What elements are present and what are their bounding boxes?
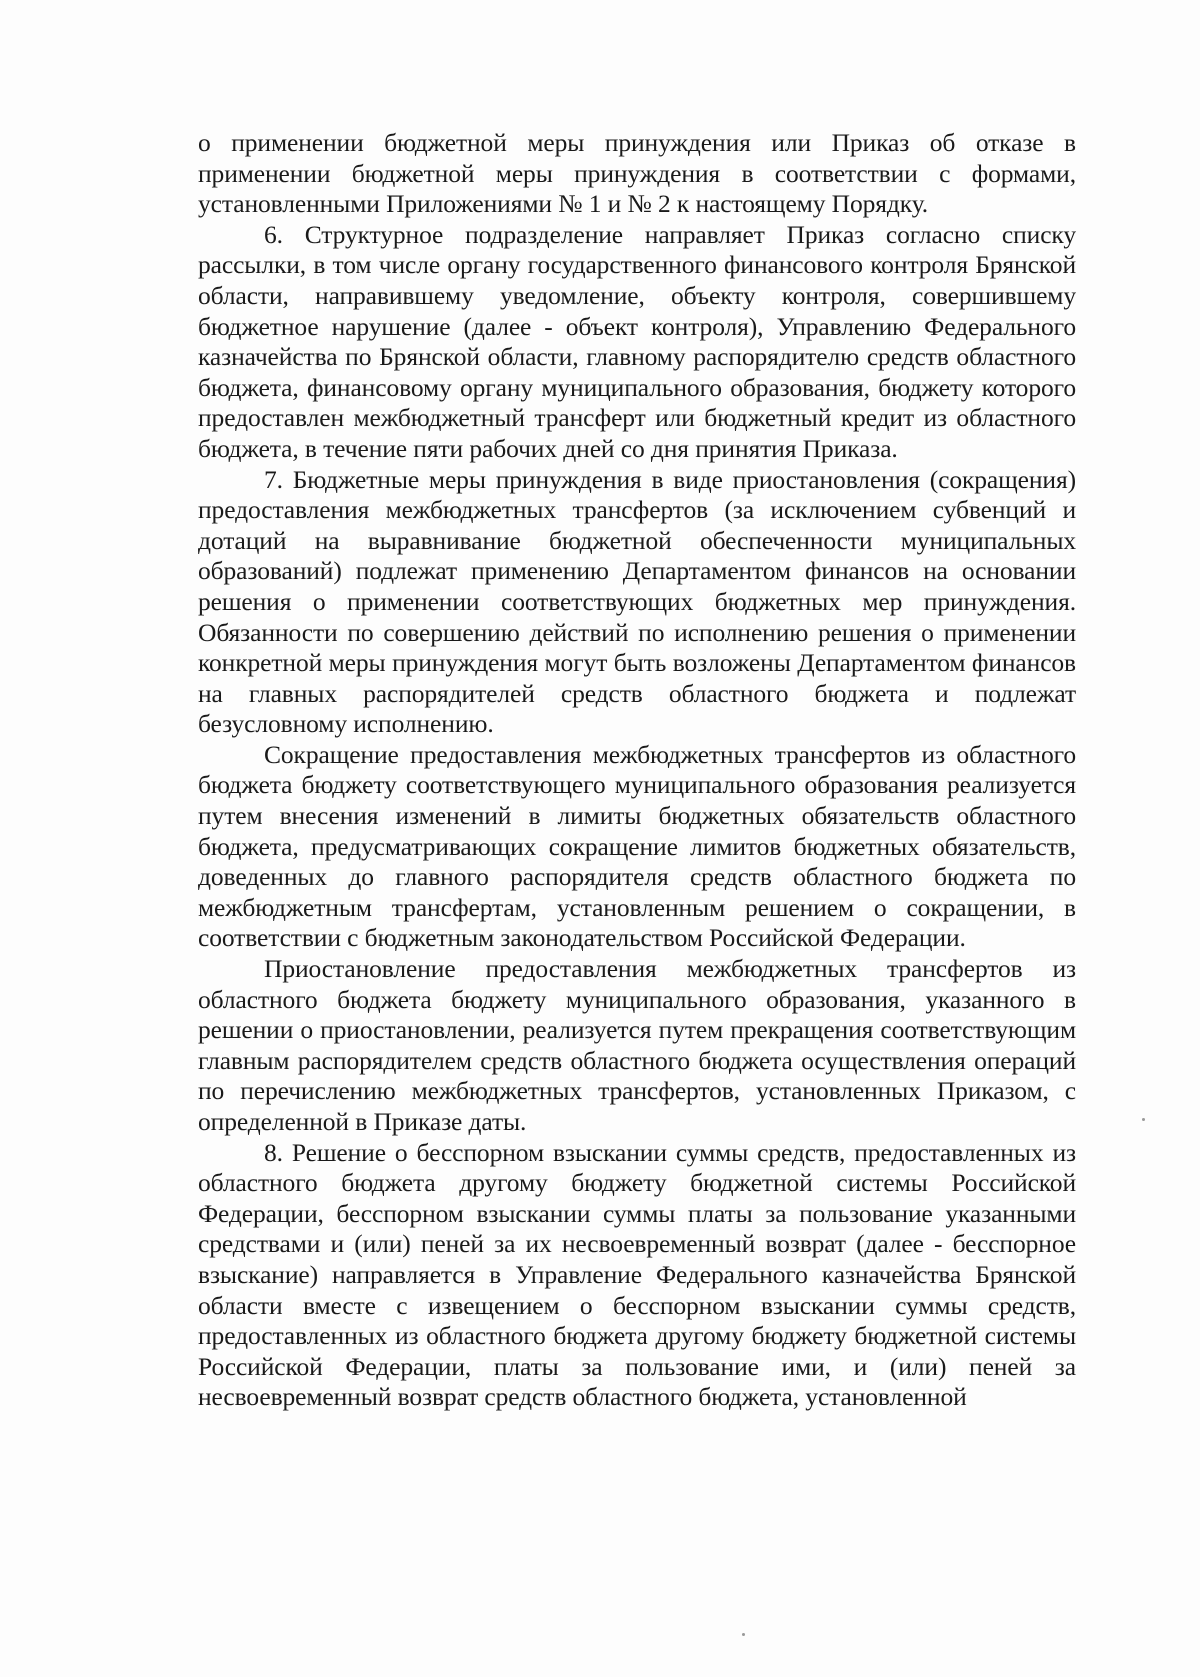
paragraph-reduction: Сокращение предоставления межбюджетных трансфертов из областного бюджета бюджету соответствующего муниципального образования реализуется путем внесения изменений в лимиты бюджетных обязательств областного бюджета, предусматривающих сокращение лимитов бюджетных обязательств, доведенных до главного распорядителя средств областного бюджета по межбюджетным трансфертам, установленным решением о сокращении, в соответствии с бюджетным законодательством Российской Федерации. (198, 739, 1076, 953)
document-body (198, 128, 1076, 1413)
paragraph-continuation: о применении бюджетной меры принуждения или Приказ об отказе в применении бюджетной меры принуждения в соответствии с формами, установленными Приложениями № 1 и № 2 к настоящему Порядку. (198, 128, 1076, 219)
paragraph-suspension: Приостановление предоставления межбюджетных трансфертов из областного бюджета бюджету муниципального образования, указанного в решении о приостановлении, реализуется путем прекращения соответствующим главным распорядителем средств областного бюджета осуществления операций по перечислению межбюджетных трансфертов, установленных Приказом, с определенной в Приказе даты. (198, 954, 1076, 1136)
paragraph-item-8: 8. Решение о бесспорном взыскании суммы средств, предоставленных из областного бюджета другому бюджету бюджетной системы Российской Федерации, бесспорном взыскании суммы платы за пользование указанными средствами и (или) пеней за их несвоевременный возврат (далее - бесспорное взыскание) направляется в Управление Федерального казначейства Брянской области вместе с извещением о бесспорном взыскании суммы средств, предоставленных из областного бюджета другому бюджету бюджетной системы Российской Федерации, платы за пользование ими, и (или) пеней за несвоевременный возврат средств областного бюджета, установленной (198, 1137, 1076, 1412)
paragraph-item-6: 6. Структурное подразделение направляет Приказ согласно списку рассылки, в том числе органу государственного финансового контроля Брянской области, направившему уведомление, объекту контроля, совершившему бюджетное нарушение (далее - объект контроля), Управлению Федерального казначейства по Брянской области, главному распорядителю средств областного бюджета, финансовому органу муниципального образования, бюджету которого предоставлен межбюджетный трансферт или бюджетный кредит из областного бюджета, в течение пяти рабочих дней со дня принятия Приказа. (198, 219, 1076, 463)
scan-speck (742, 1633, 745, 1636)
scan-speck (1142, 1118, 1145, 1121)
paragraph-item-7: 7. Бюджетные меры принуждения в виде приостановления (сокращения) предоставления межбюджетных трансфертов (за исключением субвенций и дотаций на выравнивание бюджетной обеспеченности муниципальных образований) подлежат применению Департаментом финансов на основании решения о применении соответствующих бюджетных мер принуждения. Обязанности по совершению действий по исполнению решения о применении конкретной меры принуждения могут быть возложены Департаментом финансов на главных распорядителей средств областного бюджета и подлежат безусловному исполнению. (198, 464, 1076, 739)
